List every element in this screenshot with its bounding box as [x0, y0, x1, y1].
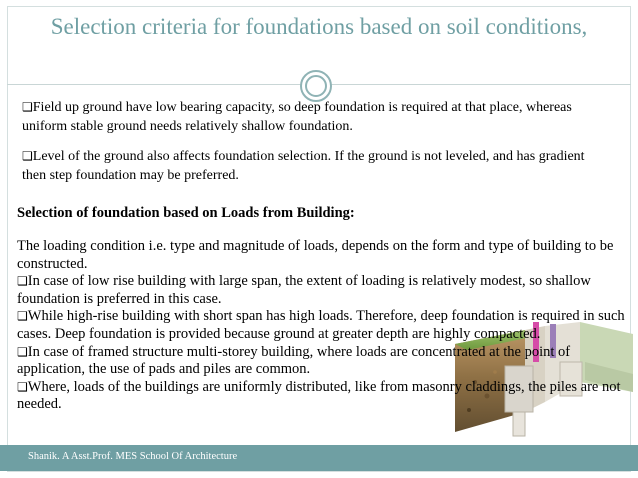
checkbox-bullet-icon: ❑	[17, 309, 28, 324]
loads-heading: Selection of foundation based on Loads from Building:	[17, 205, 355, 221]
load-bullet: ❑While high-rise building with short span has high loads. Therefore, deep foundation is required in such cases. Deep foundation is provided because ground at greater depth are highly compacted.	[17, 308, 625, 342]
soil-bullet: ❑Field up ground have low bearing capacity, so deep foundation is required at that place, whereas uniform stable ground needs relatively shallow foundation.	[22, 100, 572, 134]
loads-intro: The loading condition i.e. type and magnitude of loads, depends on the form and type of building to be constructed.	[17, 238, 614, 272]
checkbox-bullet-icon: ❑	[17, 379, 28, 394]
checkbox-bullet-icon: ❑	[17, 344, 28, 359]
soil-bullets	[22, 98, 612, 196]
checkbox-bullet-icon: ❑	[22, 100, 33, 114]
slide-title: Selection criteria for foundations based on soil conditions,	[50, 14, 588, 39]
checkbox-bullet-icon: ❑	[22, 149, 33, 163]
footer-credit: Shanik. A Asst.Prof. MES School Of Architecture	[28, 451, 238, 462]
checkbox-bullet-icon: ❑	[17, 274, 28, 289]
footer-bar	[0, 445, 638, 471]
load-bullet: ❑In case of framed structure multi-storey building, where loads are concentrated at the point of application, the use of pads and piles are common.	[17, 343, 571, 378]
loads-body	[17, 238, 627, 414]
soil-bullet: ❑Level of the ground also affects foundation selection. If the ground is not leveled, and has gradient then step foundation may be preferred.	[22, 149, 585, 183]
load-bullet: ❑In case of low rise building with large span, the extent of loading is relatively modest, so shallow foundation is preferred in this case.	[17, 273, 591, 307]
load-bullet: ❑Where, loads of the buildings are uniformly distributed, like from masonry claddings, the piles are not needed.	[17, 378, 621, 413]
